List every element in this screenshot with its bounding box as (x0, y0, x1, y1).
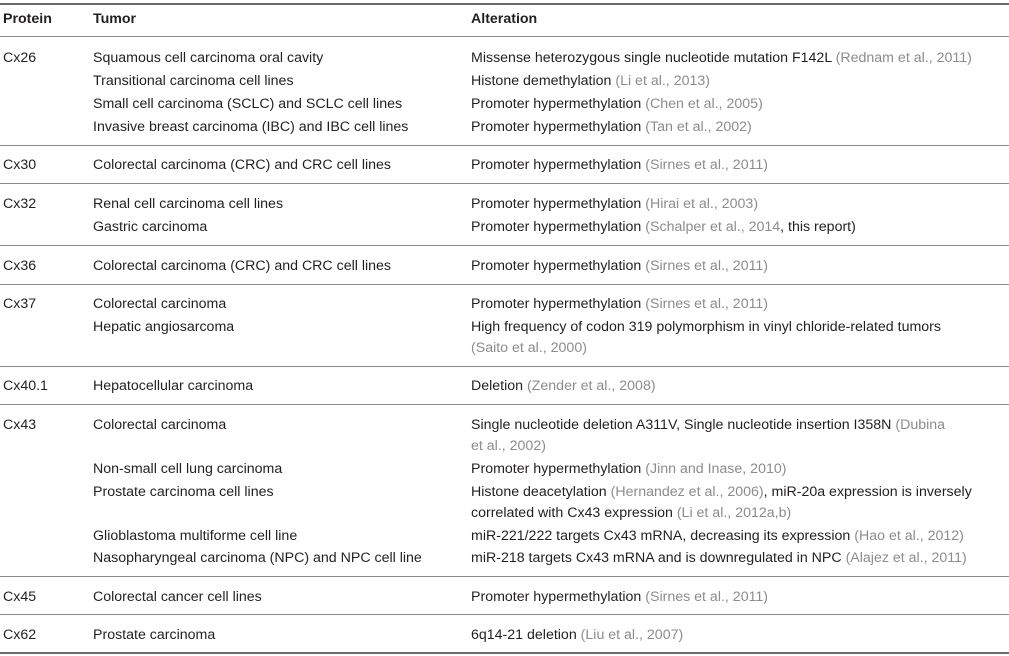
tumor-cell: Hepatocellular carcinoma (93, 378, 254, 394)
citation: (Schalper et al., 2014 (645, 219, 781, 235)
tumor-cell: Nasopharyngeal carcinoma (NPC) and NPC cell line (93, 550, 422, 566)
tumor-cell: Colorectal carcinoma (93, 296, 227, 312)
protein-cx40-1: Cx40.1 (3, 378, 48, 394)
header-protein: Protein (3, 11, 52, 27)
row-divider (0, 614, 1009, 615)
citation: (Sirnes et al., 2011) (645, 296, 769, 312)
row-divider (0, 145, 1009, 146)
tumor-cell: Squamous cell carcinoma oral cavity (93, 50, 324, 66)
tumor-cell: Colorectal carcinoma (CRC) and CRC cell lines (93, 157, 392, 173)
alteration-cell: Promoter hypermethylation (Sirnes et al., 2011) (471, 589, 769, 605)
protein-cx26: Cx26 (3, 50, 37, 66)
alteration-cell: Promoter hypermethylation (Sirnes et al., 2011) (471, 296, 769, 312)
row-divider (0, 183, 1009, 184)
citation: (Li et al., 2012a,b) (676, 505, 792, 521)
alteration-cell: miR-221/222 targets Cx43 mRNA, decreasing its expression (Hao et al., 2012) (471, 528, 964, 544)
tumor-cell: Transitional carcinoma cell lines (93, 73, 294, 89)
alteration-cell: Histone deacetylation (Hernandez et al., 2006), miR-20a expression is inversely (471, 484, 972, 500)
alteration-cell: Promoter hypermethylation (Schalper et al., 2014, this report) (471, 219, 856, 235)
alteration-cell: Histone demethylation (Li et al., 2013) (471, 73, 710, 89)
header-rule (0, 36, 1009, 37)
citation: (Zender et al., 2008) (527, 378, 656, 394)
header-tumor: Tumor (93, 11, 137, 27)
alteration-cell: High frequency of codon 319 polymorphism in vinyl chloride-related tumors (471, 319, 941, 335)
protein-cx32: Cx32 (3, 196, 37, 212)
table-bottom-rule (0, 652, 1009, 654)
alteration-cell: Promoter hypermethylation (Sirnes et al., 2011) (471, 258, 769, 274)
protein-cx37: Cx37 (3, 296, 37, 312)
citation: (Liu et al., 2007) (580, 627, 684, 643)
alteration-cell: Missense heterozygous single nucleotide mutation F142L (Rednam et al., 2011) (471, 50, 972, 66)
tumor-cell: Invasive breast carcinoma (IBC) and IBC cell lines (93, 119, 409, 135)
tumor-cell: Colorectal cancer cell lines (93, 589, 262, 605)
row-divider (0, 404, 1009, 405)
citation: (Tan et al., 2002) (645, 119, 752, 135)
row-divider (0, 245, 1009, 246)
alteration-cell: Single nucleotide deletion A311V, Single nucleotide insertion I358N (Dubina (471, 417, 946, 433)
tumor-cell: Small cell carcinoma (SCLC) and SCLC cell lines (93, 96, 403, 112)
citation: (Dubina (895, 417, 946, 433)
citation: (Li et al., 2013) (615, 73, 710, 89)
alteration-cell: 6q14-21 deletion (Liu et al., 2007) (471, 627, 684, 643)
protein-cx45: Cx45 (3, 589, 37, 605)
alteration-cell: Promoter hypermethylation (Jinn and Inase, 2010) (471, 461, 787, 477)
tumor-cell: Renal cell carcinoma cell lines (93, 196, 284, 212)
citation: (Sirnes et al., 2011) (645, 157, 769, 173)
protein-cx36: Cx36 (3, 258, 37, 274)
protein-cx43: Cx43 (3, 417, 37, 433)
citation: (Hirai et al., 2003) (645, 196, 759, 212)
tumor-cell: Prostate carcinoma cell lines (93, 484, 274, 500)
table-top-rule (0, 3, 1009, 5)
tumor-cell: Hepatic angiosarcoma (93, 319, 235, 335)
alteration-cell: Promoter hypermethylation (Sirnes et al., 2011) (471, 157, 769, 173)
citation: et al., 2002) (471, 438, 546, 454)
alteration-cell: Promoter hypermethylation (Hirai et al., 2003) (471, 196, 759, 212)
tumor-cell: Non-small cell lung carcinoma (93, 461, 283, 477)
citation: (Rednam et al., 2011) (835, 50, 972, 66)
tumor-cell: Glioblastoma multiforme cell line (93, 528, 298, 544)
citation: (Hernandez et al., 2006) (610, 484, 764, 500)
header-alteration: Alteration (471, 11, 538, 27)
row-divider (0, 284, 1009, 285)
citation: (Sirnes et al., 2011) (645, 258, 769, 274)
citation: (Chen et al., 2005) (645, 96, 763, 112)
protein-cx30: Cx30 (3, 157, 37, 173)
citation: (Hao et al., 2012) (854, 528, 964, 544)
tumor-cell: Prostate carcinoma (93, 627, 216, 643)
tumor-cell: Colorectal carcinoma (CRC) and CRC cell lines (93, 258, 392, 274)
citation: (Alajez et al., 2011) (845, 550, 967, 566)
citation: (Saito et al., 2000) (471, 340, 587, 356)
row-divider (0, 366, 1009, 367)
alteration-cell: Deletion (Zender et al., 2008) (471, 378, 656, 394)
alteration-cell: Promoter hypermethylation (Tan et al., 2002) (471, 119, 752, 135)
citation: (Jinn and Inase, 2010) (645, 461, 787, 477)
alteration-cell: correlated with Cx43 expression (Li et al., 2012a,b) (471, 505, 792, 521)
tumor-cell: Gastric carcinoma (93, 219, 208, 235)
alteration-cell: Promoter hypermethylation (Chen et al., 2005) (471, 96, 763, 112)
protein-cx62: Cx62 (3, 627, 37, 643)
alteration-cell: miR-218 targets Cx43 mRNA and is downregulated in NPC (Alajez et al., 2011) (471, 550, 967, 566)
tumor-cell: Colorectal carcinoma (93, 417, 227, 433)
citation: (Sirnes et al., 2011) (645, 589, 769, 605)
row-divider (0, 576, 1009, 577)
